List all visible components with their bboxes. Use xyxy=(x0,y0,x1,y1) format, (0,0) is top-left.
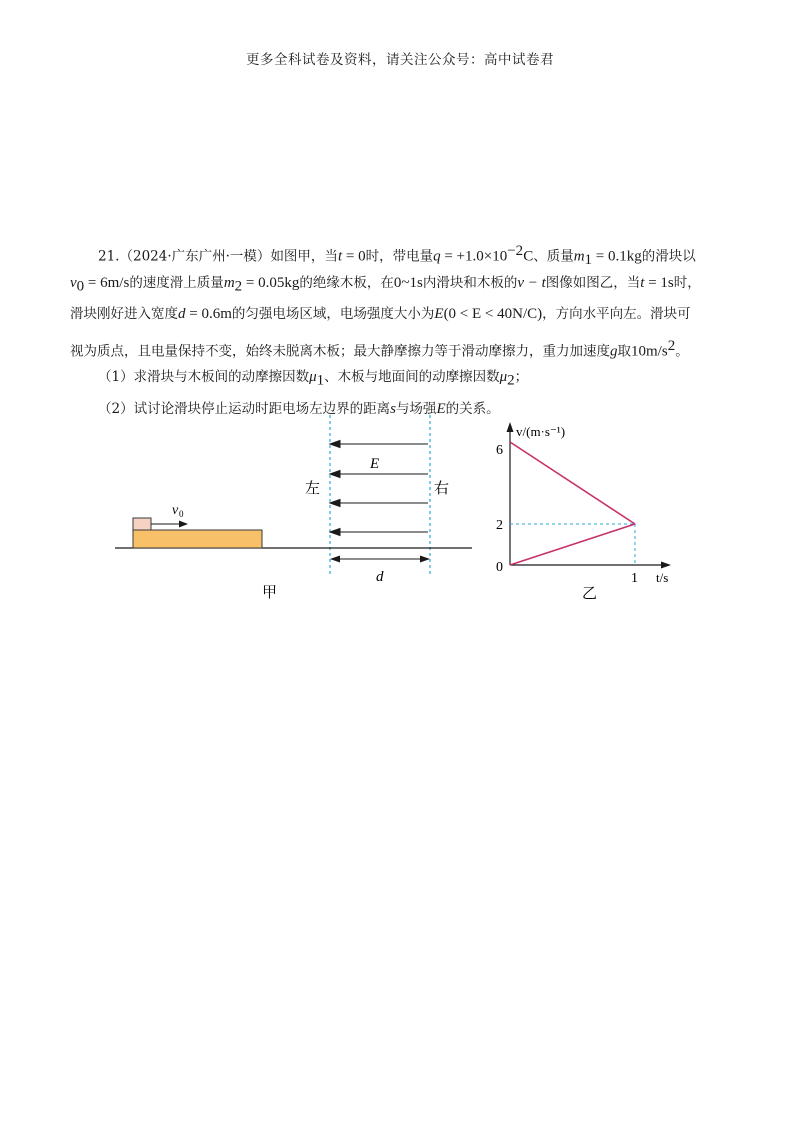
problem-text xyxy=(70,236,734,425)
arrowhead-left-icon xyxy=(330,529,340,536)
figure-yi-caption: 乙 xyxy=(582,584,598,602)
width-dimension xyxy=(330,556,430,586)
exponent: 2 xyxy=(667,337,676,354)
subscript: 2 xyxy=(234,278,243,295)
subscript: 1 xyxy=(316,372,325,389)
var-mu: μ xyxy=(499,369,508,385)
var-t: t xyxy=(337,248,343,265)
value: = +1.0×10 xyxy=(440,248,508,265)
text: 的关系。 xyxy=(445,400,500,417)
value: = 0.1kg xyxy=(592,248,642,265)
var-t: t xyxy=(640,274,645,291)
right-label: 右 xyxy=(434,479,450,497)
unit: C xyxy=(523,248,534,265)
value: 10m/s xyxy=(631,343,668,359)
text: 与场强 xyxy=(395,400,437,417)
value: = 1s xyxy=(644,274,674,291)
var-m: m xyxy=(223,274,235,291)
page-header: 更多全科试卷及资料，请关注公众号：高中试卷君 xyxy=(246,52,554,68)
y-tick-2: 2 xyxy=(496,518,503,533)
value: = 0.6m xyxy=(185,306,232,322)
velocity-label: v xyxy=(172,503,179,518)
text: 、质量 xyxy=(533,248,574,265)
arrowhead-right-icon xyxy=(179,521,188,528)
var-m: m xyxy=(573,248,585,265)
slider-block xyxy=(133,518,151,530)
text: 如图甲，当 xyxy=(270,248,338,265)
text: 的速度滑上质量 xyxy=(129,274,224,291)
wooden-board xyxy=(133,530,262,548)
x-axis-arrow-icon xyxy=(661,562,671,569)
arrowhead-left-icon xyxy=(330,500,340,507)
var-v: v xyxy=(70,274,77,291)
arrowhead-right-icon xyxy=(420,556,430,563)
x-tick-1: 1 xyxy=(631,571,638,586)
subscript: 1 xyxy=(584,252,593,269)
value: 0~1s xyxy=(393,274,423,291)
line-slider-velocity xyxy=(510,442,635,524)
value: = 0 xyxy=(342,248,366,265)
left-label: 左 xyxy=(305,479,321,497)
field-region xyxy=(305,415,449,575)
exponent: −2 xyxy=(507,243,524,259)
subscript: 2 xyxy=(507,372,515,389)
text: 滑块刚好进入宽度 xyxy=(70,306,178,322)
text: 的匀强电场区域，电场强度大小为 xyxy=(231,306,435,322)
text: 视为质点，且电量保持不变，始终未脱离木板；最大静摩擦力等于滑动摩擦力，重力加速度 xyxy=(70,343,610,359)
var-s: s xyxy=(390,400,396,417)
figure-jia-caption: 甲 xyxy=(262,583,278,601)
var-d: d xyxy=(178,306,186,322)
line-board-velocity xyxy=(510,524,635,565)
subscript: 0 xyxy=(76,278,85,295)
problem-line-4 xyxy=(70,331,734,363)
problem-source: （2024·广东广州·一模） xyxy=(119,248,271,265)
text: 取 xyxy=(617,343,631,359)
problem-line-1 xyxy=(70,236,734,268)
text: （1）求滑块与木板间的动摩擦因数 xyxy=(98,369,310,385)
width-label: d xyxy=(376,569,384,585)
figure-yi xyxy=(490,418,690,603)
text: 。 xyxy=(675,343,689,359)
text: 、木板与地面间的动摩擦因数 xyxy=(324,369,500,385)
velocity-subscript: 0 xyxy=(179,509,184,519)
question-1 xyxy=(70,362,734,394)
text: 的滑块以 xyxy=(641,248,696,265)
text: ； xyxy=(514,369,529,385)
x-axis-label: t/s xyxy=(656,570,669,585)
figure-jia xyxy=(100,415,480,605)
problem-number: 21. xyxy=(98,248,120,265)
text: （2）试讨论滑块停止运动时距电场左边界的距离 xyxy=(98,400,391,417)
value: = 0.05kg xyxy=(242,274,300,291)
var-mu: μ xyxy=(309,369,317,385)
var-E: E xyxy=(436,400,446,417)
y-axis-arrow-icon xyxy=(507,422,514,432)
text: 的绝缘木板，在 xyxy=(299,274,394,291)
field-label: E xyxy=(370,456,380,472)
text: 图像如图乙，当 xyxy=(545,274,641,291)
text: ，方向水平向左。滑块可 xyxy=(542,306,691,322)
value: = 6m/s xyxy=(84,274,130,291)
var-g: g xyxy=(610,343,618,359)
arrowhead-left-icon xyxy=(330,556,340,563)
var-vt: v − t xyxy=(517,274,546,291)
problem-line-2 xyxy=(70,268,734,300)
text: 时，带电量 xyxy=(365,248,434,265)
var-q: q xyxy=(433,248,441,265)
value: (0 < E < 40N/C) xyxy=(443,306,543,322)
text: 内滑块和木板的 xyxy=(422,274,518,291)
text: 时， xyxy=(673,274,701,291)
arrowhead-left-icon xyxy=(330,441,340,448)
y-tick-6: 6 xyxy=(496,443,503,458)
y-axis-label: v/(m·s⁻¹) xyxy=(516,424,566,439)
origin-label: 0 xyxy=(496,560,503,575)
problem-line-3 xyxy=(70,299,734,331)
var-E: E xyxy=(434,306,444,322)
arrowhead-left-icon xyxy=(330,471,340,478)
